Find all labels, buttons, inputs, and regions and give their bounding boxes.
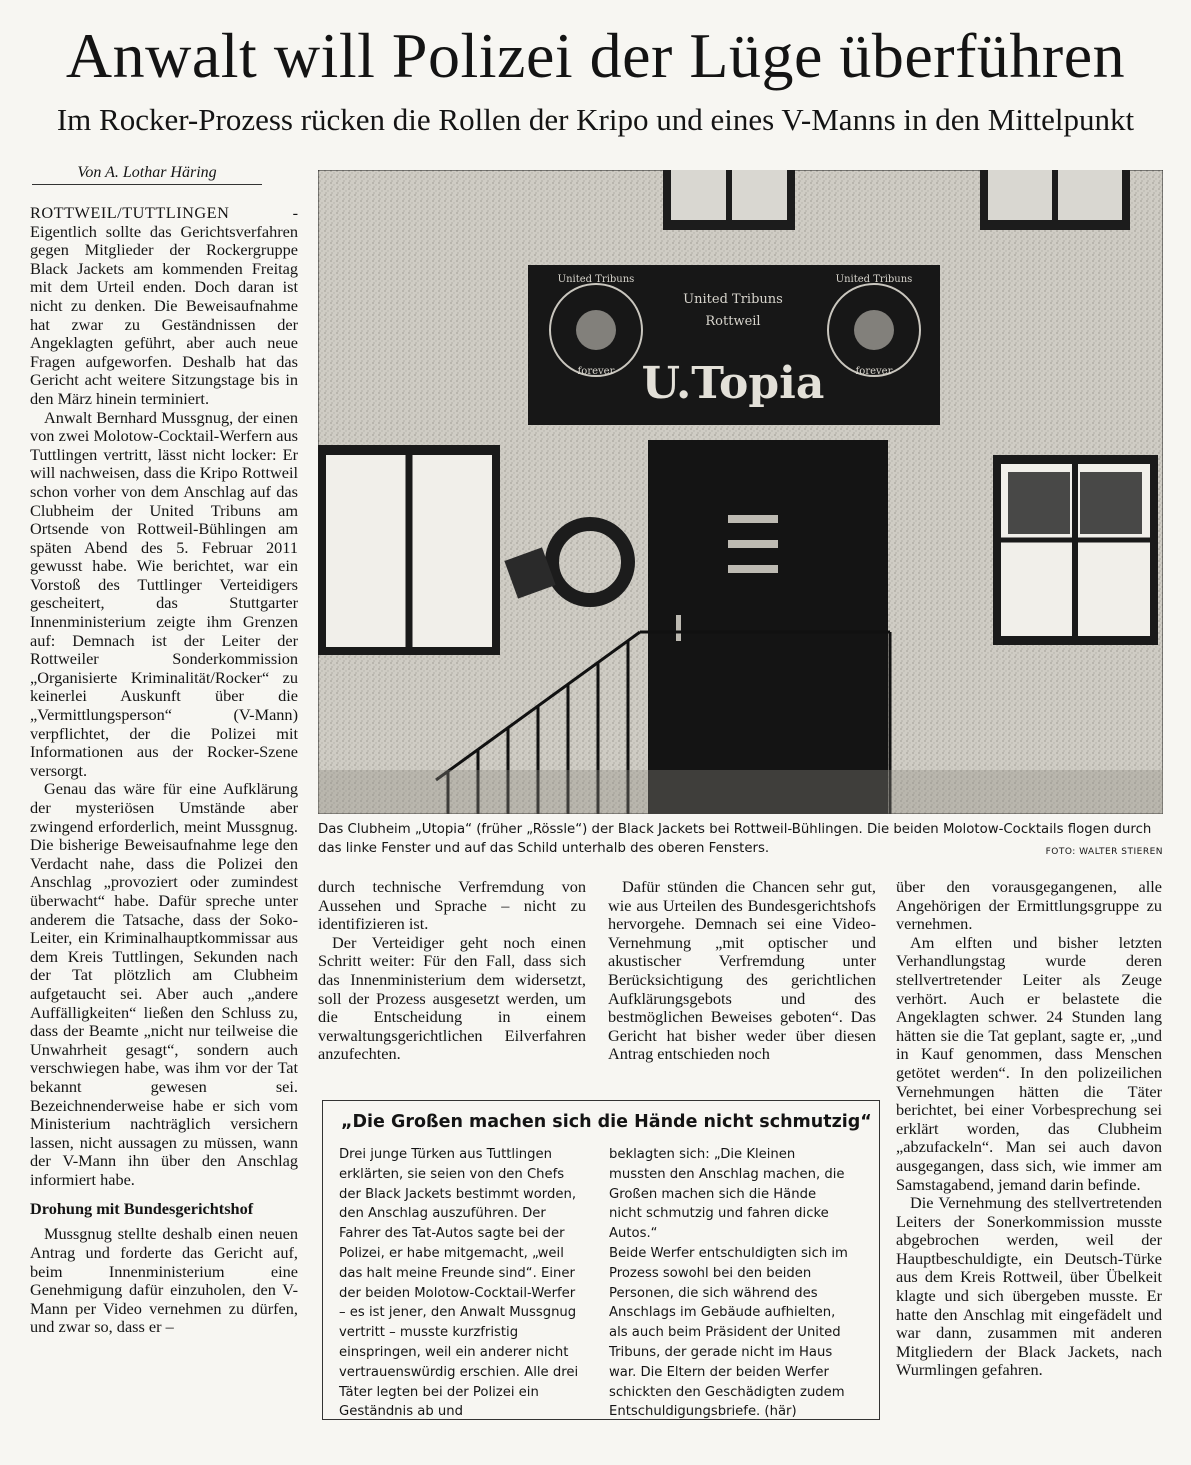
box-paragraph: Drei junge Türken aus Tuttlingen erklärten, sie seien von den Chefs der Black Jackets bestimmt worden, den Anschlag auszuführen. Der Fahrer des Tat-Autos sagte bei der Polizei, er habe mitgemacht, „weil das halt meine Freunde sind“. Einer der beiden Molotow-Cocktail-Werfer – es ist jener, den Anwalt Mussgnug vertritt – musste kurzfristig einspringen, weil ein anderer nicht vertrauenswürdig erschien. Alle drei Täter legten bei der Polizei ein Geständnis ab und <box>339 1147 579 1420</box>
article-paragraph: Am elften und bisher letzten Verhandlungstag wurde deren stellvertretender Leiter als Zeuge verhört. Auch er belastete die Angeklagten schwer. 24 Stunden lang hätten sie die Tat geplant, sagte er, „und in Kauf genommen, dass Menschen getötet werden“. In den polizeilichen Vernehmungen hätten die Täter berichtet, bei einer Vorbesprechung sei erklärt worden, das Clubheim „abzufackeln“. Man sei auch davon ausgegangen, dass sich, wie immer am Samstagabend, jemand darin befinde. <box>896 932 1162 1194</box>
article-subhead: Drohung mit Bundesgerichtshof <box>30 1199 254 1219</box>
article-paragraph: durch technische Verfremdung von Aussehen und Sprache – nicht zu identifizieren ist. <box>318 877 586 934</box>
headline: Anwalt will Polizei der Lüge überführen <box>65 20 1126 91</box>
byline: Von A. Lothar Häring <box>32 164 262 185</box>
paragraph-text: Eigentlich sollte das Gerichtsverfahren gegen Mitglieder der Rockergruppe Black Jackets am kommenden Freitag mit dem Urteil enden. Doch daran ist nicht zu denken. Die Beweisaufnahme hat zwar zu Geständnissen der Angeklagten geführt, aber auch neue Fragen aufgeworfen. Deshalb hat das Gericht acht weitere Sitzungstage bis in den März hinein terminiert. <box>30 221 298 408</box>
article-column-3 <box>608 878 876 1064</box>
emblem-right-top: United Tribuns <box>835 274 913 285</box>
emblem-left-bottom: forever <box>577 366 615 377</box>
article-paragraph: Der Verteidiger geht noch einen Schritt weiter: Für den Fall, dass sich das Innenministerium dem widersetzt, soll der Prozess ausgesetzt werden, um die Entscheidung in einem verwaltungsgerichtlichen Eilverfahren anzufechten. <box>318 932 586 1064</box>
article-paragraph: Dafür stünden die Chancen sehr gut, wie aus Urteilen des Bundesgerichtshofs hervorgehe. Demnach sei eine Video-Vernehmung „mit optischer und akustischer Verfremdung unter Berücksichtigung des gerichtlichen Aufklärungsgebots und des bestmöglichen Beweises geboten“. Das Gericht hat bisher weder über diesen Antrag entschieden noch <box>608 877 876 1064</box>
emblem-right-bottom: forever <box>855 366 893 377</box>
photo-credit: FOTO: WALTER STIEREN <box>1045 847 1163 857</box>
article-column-2 <box>318 878 586 1064</box>
article-column-1 <box>30 204 298 1337</box>
sign-club-name: U.Topia <box>641 358 825 409</box>
box-column-left <box>339 1145 579 1422</box>
article-paragraph: ROTTWEIL/TUTTLINGEN - Eigentlich sollte das Gerichtsverfahren gegen Mitglieder der Rockergruppe Black Jackets am kommenden Freitag mit dem Urteil enden. Doch daran ist nicht zu denken. Die Beweisaufnahme hat zwar zu Geständnissen der Angeklagten geführt, aber auch neue Fragen aufgeworfen. Deshalb hat das Gericht acht weitere Sitzungstage bis in den März hinein terminiert. <box>30 203 298 408</box>
article-paragraph: Mussgnug stellte deshalb einen neuen Antrag und forderte das Gericht auf, beim Innenministerium eine Genehmigung dafür einzuholen, den V-Mann per Video vernehmen zu dürfen, und zwar so, dass er – <box>30 1224 298 1337</box>
box-column-right <box>609 1145 849 1422</box>
subheadline: Im Rocker-Prozess rücken die Rollen der Kripo und eines V-Manns in den Mittelpunkt <box>56 102 1135 137</box>
article-paragraph: über den vorausgegangenen, alle Angehörigen der Ermittlungsgruppe zu vernehmen. <box>896 877 1162 934</box>
dateline: ROTTWEIL/TUTTLINGEN <box>30 203 230 222</box>
article-paragraph: Anwalt Bernhard Mussgnug, der einen von zwei Molotow-Cocktail-Werfern aus Tuttlingen vertritt, lässt nicht locker: Er will nachweisen, dass die Kripo Rottweil schon vorher von dem Anschlag auf das Clubheim der United Tribuns am Ortsende von Rottweil-Bühlingen am späten Abend des 5. Februar 2011 gewusst habe. Wie berichtet, war ein Vorstoß des Tuttlinger Verteidigers gescheitert, das Stuttgarter Innenministerium zeigte ihm Grenzen auf: Demnach ist der Leiter der Rottweiler Sonderkommission „Organisierte Kriminalität/Rocker“ zu keinerlei Auskunft über die „Vermittlungsperson“ (V-Mann) verpflichtet, der die Polizei mit Informationen aus der Rocker-Szene versorgt. <box>30 407 298 780</box>
article-paragraph: Die Vernehmung des stellvertretenden Leiters der Sonerkommission musste abgebrochen werden, weil der Hauptbeschuldigte, ein Deutsch-Türke aus dem Kreis Rottweil, über Übelkeit klagte und sich übergeben musste. Er hatte den Anschlag mit eingefädelt und war dann, zusammen mit anderen Mitgliedern der Black Jackets, nach Wurmlingen gefahren. <box>896 1193 1162 1380</box>
caption-text: Das Clubheim „Utopia“ (früher „Rössle“) der Black Jackets bei Rottweil-Bühlingen. Die beiden Molotow-Cocktails flogen durch das linke Fenster und auf das Schild unterhalb des oberen Fensters. <box>318 822 1152 856</box>
article-paragraph: Genau das wäre für eine Aufklärung der mysteriösen Umstände aber zwingend erforderlich, meint Mussgnug. Die bisherige Beweisaufnahme lege den Verdacht nahe, dass die Polizei den Anschlag „provoziert oder zumindest überwacht“ habe. Dafür spreche unter anderem die Tatsache, dass der Soko-Leiter, ein Kriminalhauptkommissar aus dem Kreis Tuttlingen, Sekunden nach der Tat plötzlich am Clubheim aufgetaucht sei. Aber auch „andere Auffälligkeiten“ ließen den Schluss zu, dass der Beamte „nicht nur teilweise die Unwahrheit gesagt“, sondern auch verschwiegen habe, was ihm vor der Tat bekannt gewesen sei. Bezeichnenderweise habe er sich vom Ministerium nachträglich versichern lassen, nicht aussagen zu müssen, wann der V-Mann ihn über den Anschlag informiert habe. <box>30 779 298 1189</box>
sign-small-text: United Tribuns <box>683 292 783 307</box>
box-title: „Die Großen machen sich die Hände nicht schmutzig“ <box>341 1112 872 1132</box>
clubhouse-photo <box>318 170 1163 814</box>
emblem-left-top: United Tribuns <box>557 274 635 285</box>
sidebar-box <box>322 1100 880 1420</box>
photo-caption <box>318 820 1163 862</box>
box-paragraph: beklagten sich: „Die Kleinen mussten den Anschlag machen, die Großen machen sich die Hände nicht schmutzig und fahren dicke Autos.“ <box>609 1147 845 1242</box>
door <box>648 440 888 814</box>
article-column-4 <box>896 878 1162 1380</box>
box-paragraph: Beide Werfer entschuldigten sich im Prozess sowohl bei den beiden Personen, die sich während des Anschlags im Gebäude aufhielten, als auch beim Präsident der United Tribuns, der gerade nicht im Haus war. Die Eltern der beiden Werfer schickten den Geschädigten zudem Entschuldigungsbriefe. (här) <box>609 1245 848 1420</box>
sign-city-text: Rottweil <box>705 314 761 329</box>
